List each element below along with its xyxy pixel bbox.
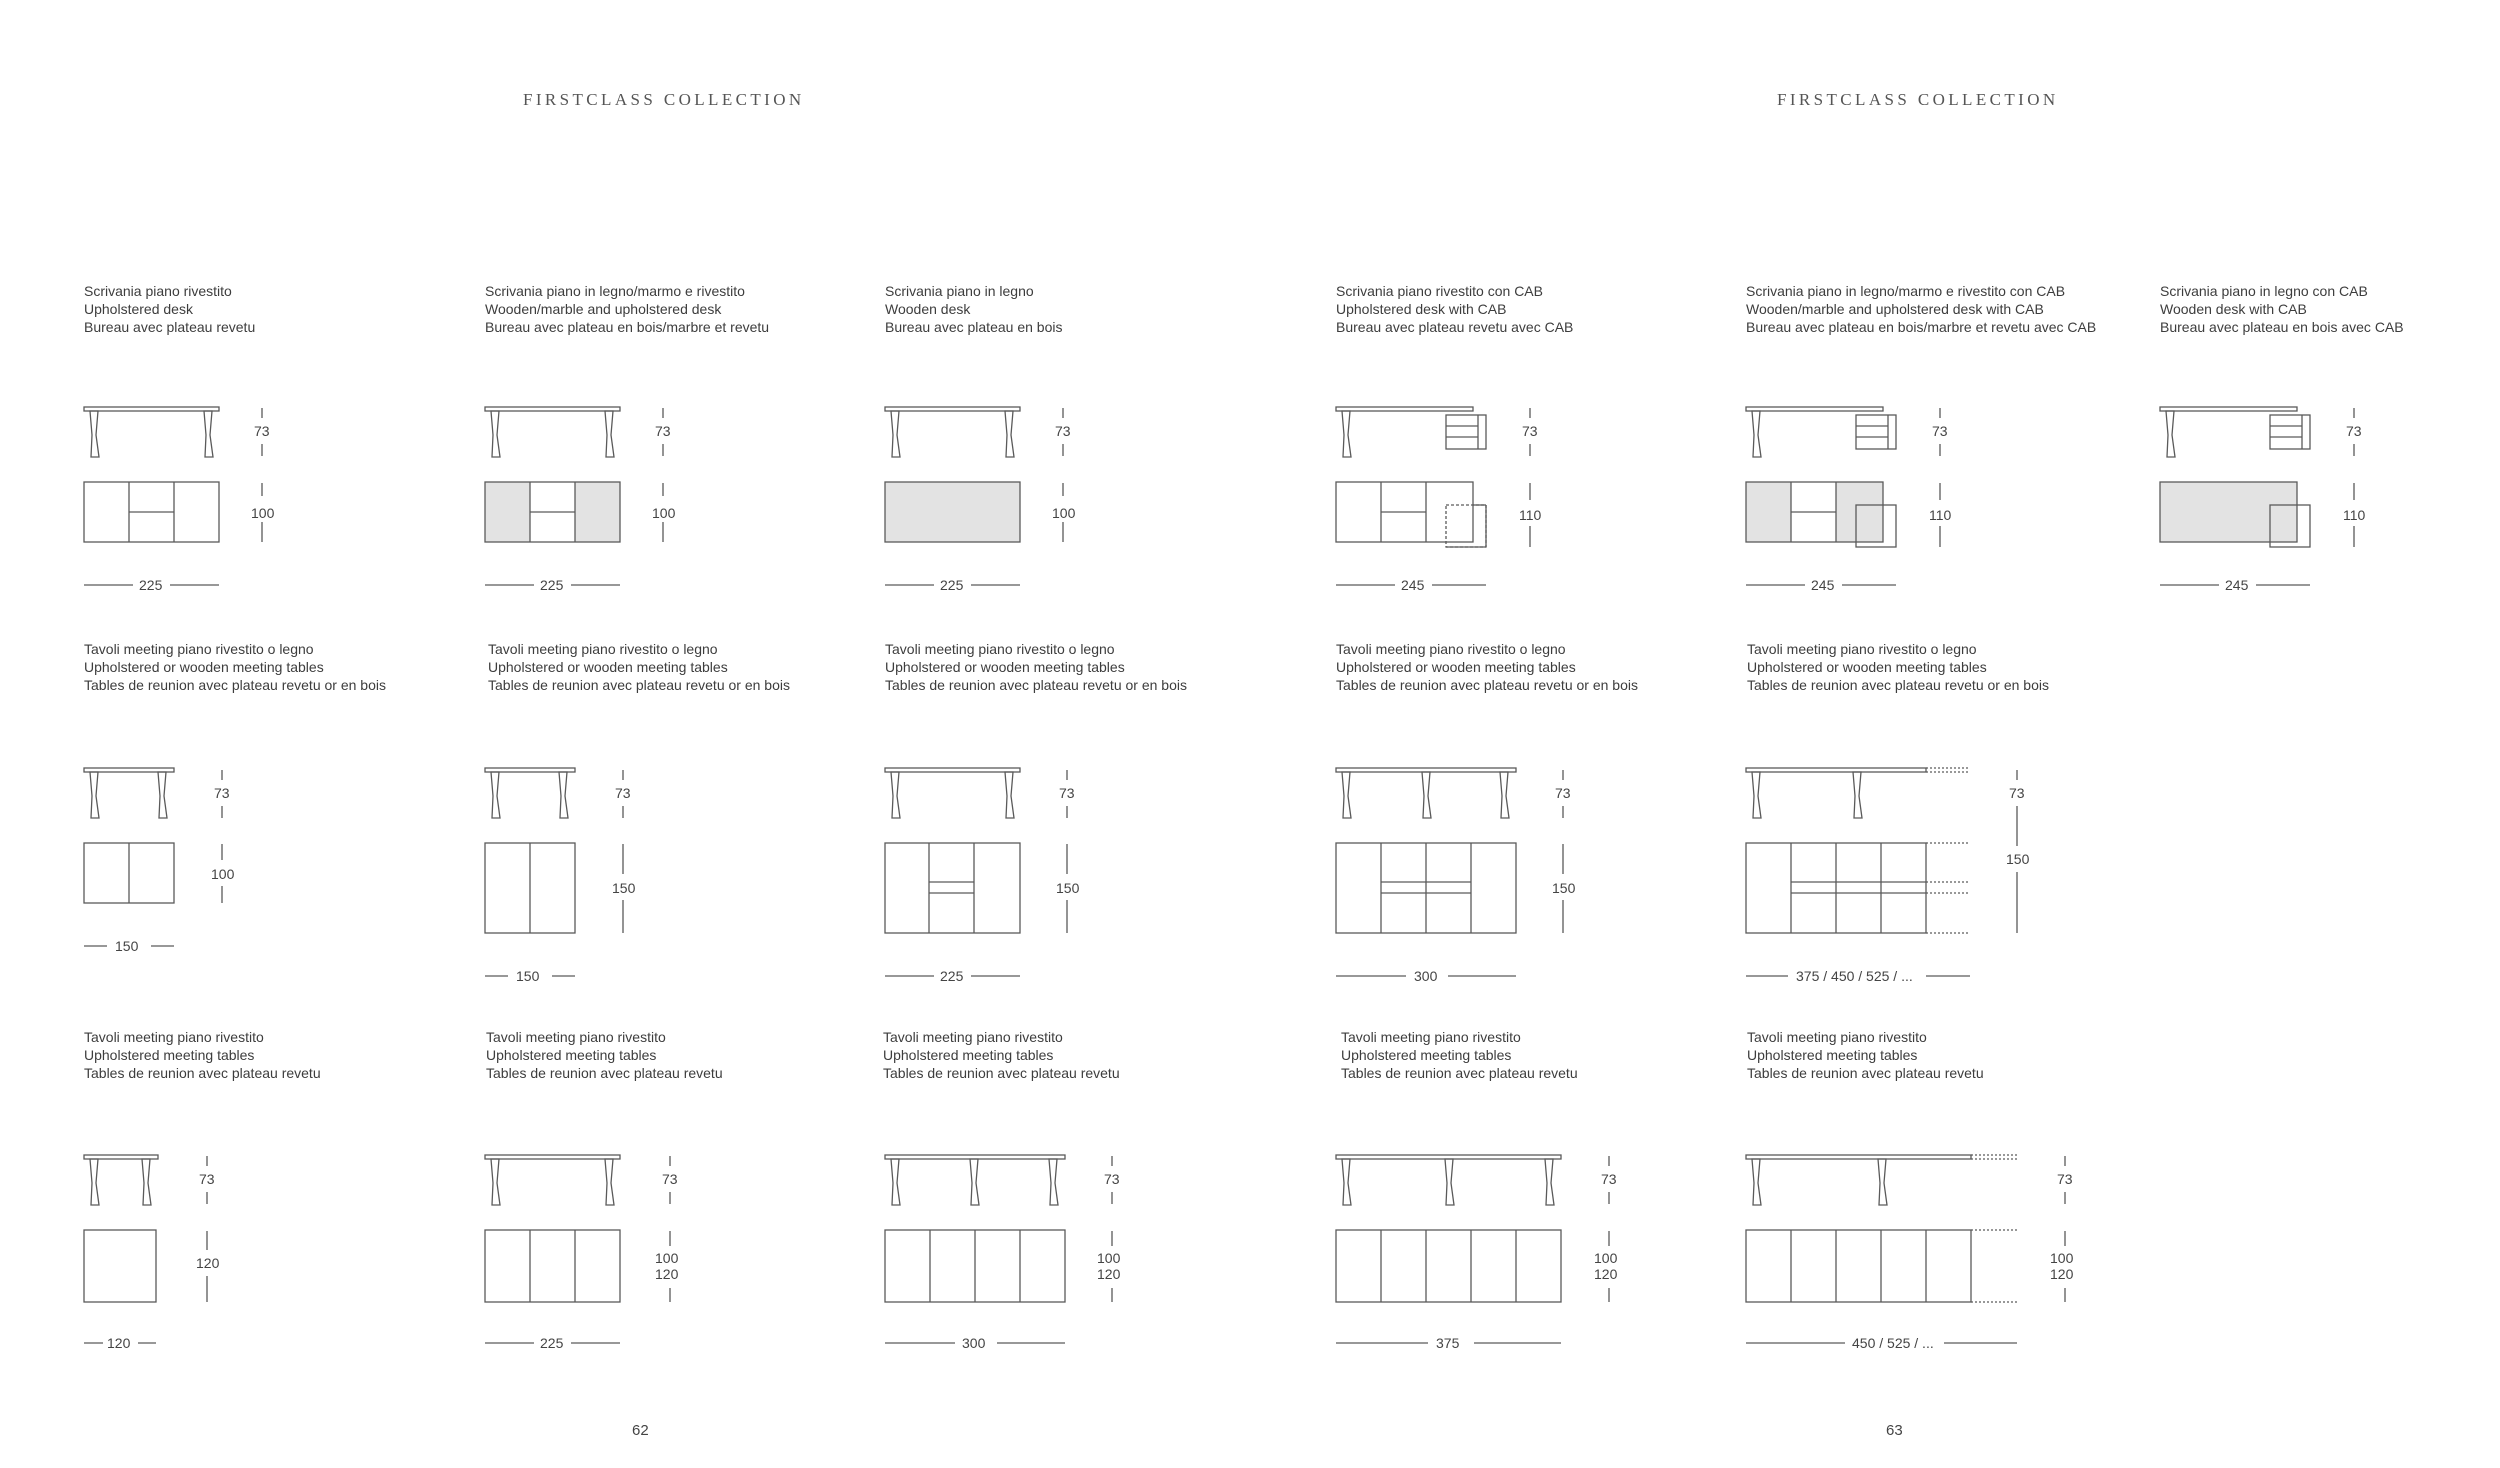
width-dimension: 225 (937, 577, 966, 593)
item-label: Scrivania piano in legno/marmo e rivestito con CAB Wooden/marble and upholstered desk with CAB Bureau avec plateau en bois/marbre et revetu avec CAB (1746, 283, 2097, 335)
desk-upholstered-cab-drawing (1336, 407, 1530, 585)
item-label: Tavoli meeting piano rivestito Upholstered meeting tables Tables de reunion avec plateau revetu (1747, 1029, 1984, 1081)
depth-dimension: 100 120 (2050, 1250, 2074, 1282)
depth-dimension: 100 (248, 505, 277, 521)
meet-300x150-drawing (1336, 768, 1563, 976)
width-dimension: 120 (104, 1335, 133, 1351)
meet-375-drawing (1336, 1155, 1609, 1343)
meet-150x100-drawing (84, 768, 222, 946)
meet-450plus-drawing (1746, 1155, 2065, 1343)
height-dimension: 73 (1929, 423, 1951, 439)
width-dimension: 300 (1411, 968, 1440, 984)
meet-300-drawing (885, 1155, 1112, 1343)
desk-wood-marble-cab-drawing (1746, 407, 1940, 585)
page-header-right: FIRSTCLASS COLLECTION (1777, 90, 2059, 109)
item-label: Tavoli meeting piano rivestito o legno Upholstered or wooden meeting tables Tables de reunion avec plateau revetu or en bois (1747, 641, 2049, 693)
depth-dimension: 100 120 (1097, 1250, 1121, 1282)
item-label: Tavoli meeting piano rivestito o legno Upholstered or wooden meeting tables Tables de reunion avec plateau revetu or en bois (488, 641, 790, 693)
item-label: Scrivania piano rivestito Upholstered desk Bureau avec plateau revetu (84, 283, 256, 335)
depth-dimension: 110 (1926, 507, 1954, 523)
depth-dimension: 150 (1549, 880, 1578, 896)
item-label: Tavoli meeting piano rivestito Upholstered meeting tables Tables de reunion avec plateau revetu (1341, 1029, 1578, 1081)
width-dimension: 375 (1433, 1335, 1462, 1351)
width-dimension: 225 (937, 968, 966, 984)
width-dimension: 245 (1398, 577, 1427, 593)
width-dimension: 225 (136, 577, 165, 593)
meet-120-drawing (84, 1155, 207, 1343)
meet-150x150-drawing (485, 768, 623, 976)
page-number-right: 63 (1886, 1422, 1903, 1439)
desk-wood-marble-drawing (485, 407, 663, 585)
depth-dimension: 120 (193, 1255, 222, 1271)
height-dimension: 73 (659, 1171, 681, 1187)
depth-dimension: 150 (609, 880, 638, 896)
width-dimension: 225 (537, 1335, 566, 1351)
meet-225-drawing (485, 1155, 670, 1343)
desk-wood-drawing (885, 407, 1063, 585)
width-dimension: 375 / 450 / 525 / ... (1793, 968, 1916, 984)
height-dimension: 73 (2343, 423, 2365, 439)
height-dimension: 73 (1552, 785, 1574, 801)
item-label: Tavoli meeting piano rivestito o legno Upholstered or wooden meeting tables Tables de reunion avec plateau revetu or en bois (885, 641, 1187, 693)
item-label: Scrivania piano rivestito con CAB Upholstered desk with CAB Bureau avec plateau revetu avec CAB (1336, 283, 1574, 335)
item-label: Tavoli meeting piano rivestito Upholstered meeting tables Tables de reunion avec plateau revetu (486, 1029, 723, 1081)
height-dimension: 73 (1052, 423, 1074, 439)
height-dimension: 73 (251, 423, 273, 439)
height-dimension: 73 (2054, 1171, 2076, 1187)
height-dimension: 73 (2006, 785, 2028, 801)
height-dimension: 73 (1519, 423, 1541, 439)
width-dimension: 450 / 525 / ... (1849, 1335, 1937, 1351)
width-dimension: 150 (513, 968, 542, 984)
item-label: Scrivania piano in legno Wooden desk Bureau avec plateau en bois (885, 283, 1063, 335)
height-dimension: 73 (1101, 1171, 1123, 1187)
depth-dimension: 100 120 (1594, 1250, 1618, 1282)
item-label: Tavoli meeting piano rivestito Upholstered meeting tables Tables de reunion avec plateau revetu (84, 1029, 321, 1081)
meet-225x150-drawing (885, 768, 1067, 976)
depth-dimension: 100 120 (655, 1250, 679, 1282)
height-dimension: 73 (652, 423, 674, 439)
item-label: Tavoli meeting piano rivestito Upholstered meeting tables Tables de reunion avec plateau revetu (883, 1029, 1120, 1081)
meet-375plus-drawing (1746, 768, 2017, 976)
desk-upholstered-drawing (84, 407, 262, 585)
width-dimension: 150 (112, 938, 141, 954)
width-dimension: 245 (1808, 577, 1837, 593)
width-dimension: 245 (2222, 577, 2251, 593)
depth-dimension: 150 (1053, 880, 1082, 896)
depth-dimension: 100 (1049, 505, 1078, 521)
height-dimension: 73 (211, 785, 233, 801)
width-dimension: 225 (537, 577, 566, 593)
desk-wood-cab-drawing (2160, 407, 2354, 585)
item-label: Scrivania piano in legno con CAB Wooden desk with CAB Bureau avec plateau en bois avec CAB (2160, 283, 2404, 335)
height-dimension: 73 (1056, 785, 1078, 801)
depth-dimension: 100 (208, 866, 237, 882)
height-dimension: 73 (612, 785, 634, 801)
depth-dimension: 100 (649, 505, 678, 521)
depth-dimension: 110 (1516, 507, 1544, 523)
page-number-left: 62 (632, 1422, 649, 1439)
depth-dimension: 110 (2340, 507, 2368, 523)
width-dimension: 300 (959, 1335, 988, 1351)
item-label: Scrivania piano in legno/marmo e rivestito Wooden/marble and upholstered desk Bureau avec plateau en bois/marbre et revetu (485, 283, 770, 335)
item-label: Tavoli meeting piano rivestito o legno Upholstered or wooden meeting tables Tables de reunion avec plateau revetu or en bois (84, 641, 386, 693)
page-header-left: FIRSTCLASS COLLECTION (523, 90, 805, 109)
height-dimension: 73 (196, 1171, 218, 1187)
item-label: Tavoli meeting piano rivestito o legno Upholstered or wooden meeting tables Tables de reunion avec plateau revetu or en bois (1336, 641, 1638, 693)
height-dimension: 73 (1598, 1171, 1620, 1187)
depth-dimension: 150 (2003, 851, 2032, 867)
